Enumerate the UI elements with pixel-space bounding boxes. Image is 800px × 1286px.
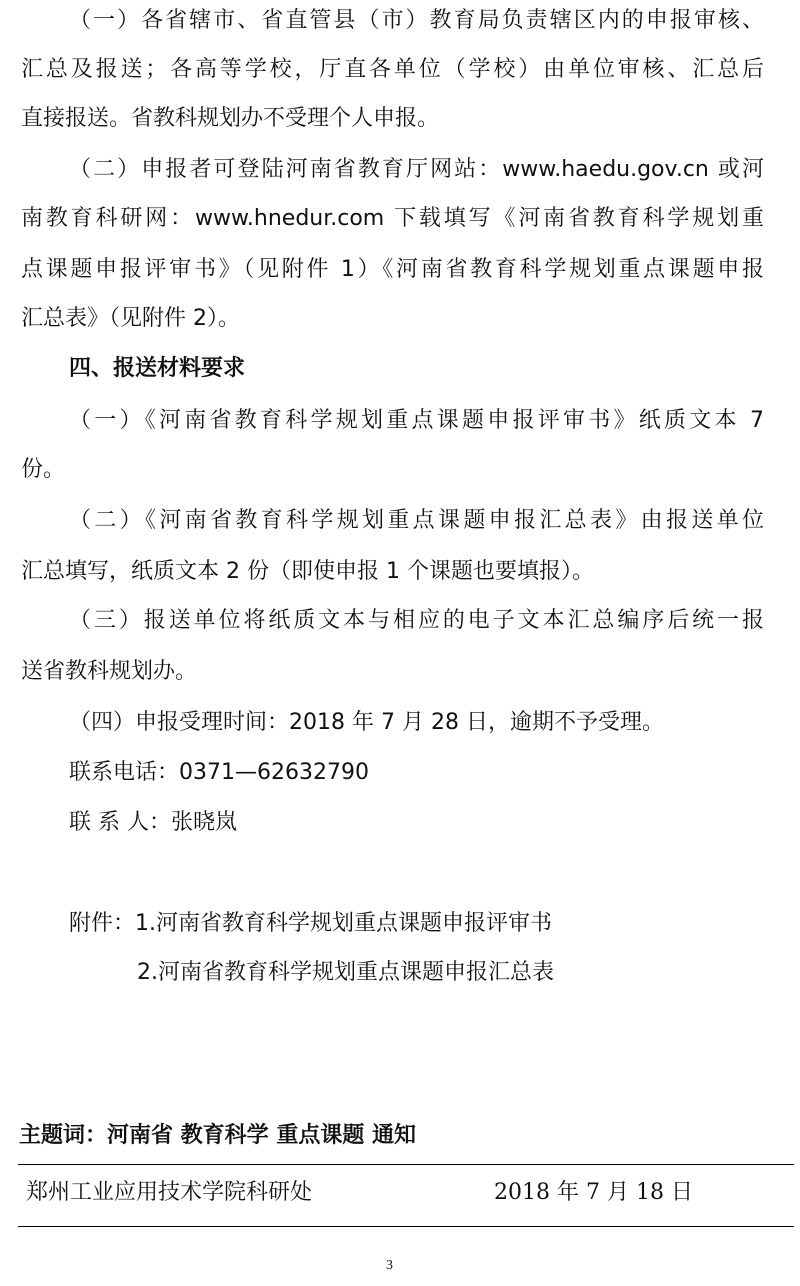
section-heading: 四、报送材料要求	[69, 356, 246, 381]
paragraph-line: （四）申报受理时间：2018 年 7 月 28 日，逾期不予受理。	[69, 710, 664, 735]
attachment-2: 2.河南省教育科学规划重点课题申报汇总表	[137, 960, 554, 985]
paragraph-line: （一）《河南省教育科学规划重点课题申报评审书》纸质文本 7	[69, 408, 764, 433]
paragraph-line: 南教育科研网：www.hnedur.com 下载填写《河南省教育科学规划重	[21, 206, 764, 231]
paragraph-line: （二）《河南省教育科学规划重点课题申报汇总表》由报送单位	[69, 508, 764, 533]
paragraph-line: 点课题申报评审书》（见附件 1）《河南省教育科学规划重点课题申报	[21, 257, 764, 282]
paragraph-line: 汇总表》（见附件 2）。	[21, 306, 240, 331]
attachment-1: 附件：1.河南省教育科学规划重点课题申报评审书	[69, 911, 552, 936]
keywords-line: 主题词：河南省 教育科学 重点课题 通知	[19, 1123, 416, 1148]
contact-person: 联 系 人：张晓岚	[69, 810, 237, 835]
paragraph-line: 汇总及报送；各高等学校，厅直各单位（学校）由单位审核、汇总后	[21, 57, 764, 82]
paragraph-line: 直接报送。省教科规划办不受理个人申报。	[21, 106, 440, 131]
contact-phone: 联系电话：0371—62632790	[69, 760, 369, 785]
divider-top	[18, 1164, 794, 1165]
divider-bottom	[18, 1226, 794, 1227]
paragraph-line: 份。	[21, 457, 66, 482]
paragraph-line: 送省教科规划办。	[21, 659, 198, 684]
paragraph-line: （三）报送单位将纸质文本与相应的电子文本汇总编序后统一报	[69, 608, 764, 633]
issue-date: 2018 年 7 月 18 日	[494, 1180, 693, 1205]
paragraph-line: （二）申报者可登陆河南省教育厅网站：www.haedu.gov.cn 或河	[69, 157, 764, 182]
page-number: 3	[386, 1258, 393, 1273]
paragraph-line: 汇总填写，纸质文本 2 份（即使申报 1 个课题也要填报）。	[21, 559, 594, 584]
issuing-organization: 郑州工业应用技术学院科研处	[26, 1180, 313, 1205]
paragraph-line: （一）各省辖市、省直管县（市）教育局负责辖区内的申报审核、	[69, 8, 764, 33]
